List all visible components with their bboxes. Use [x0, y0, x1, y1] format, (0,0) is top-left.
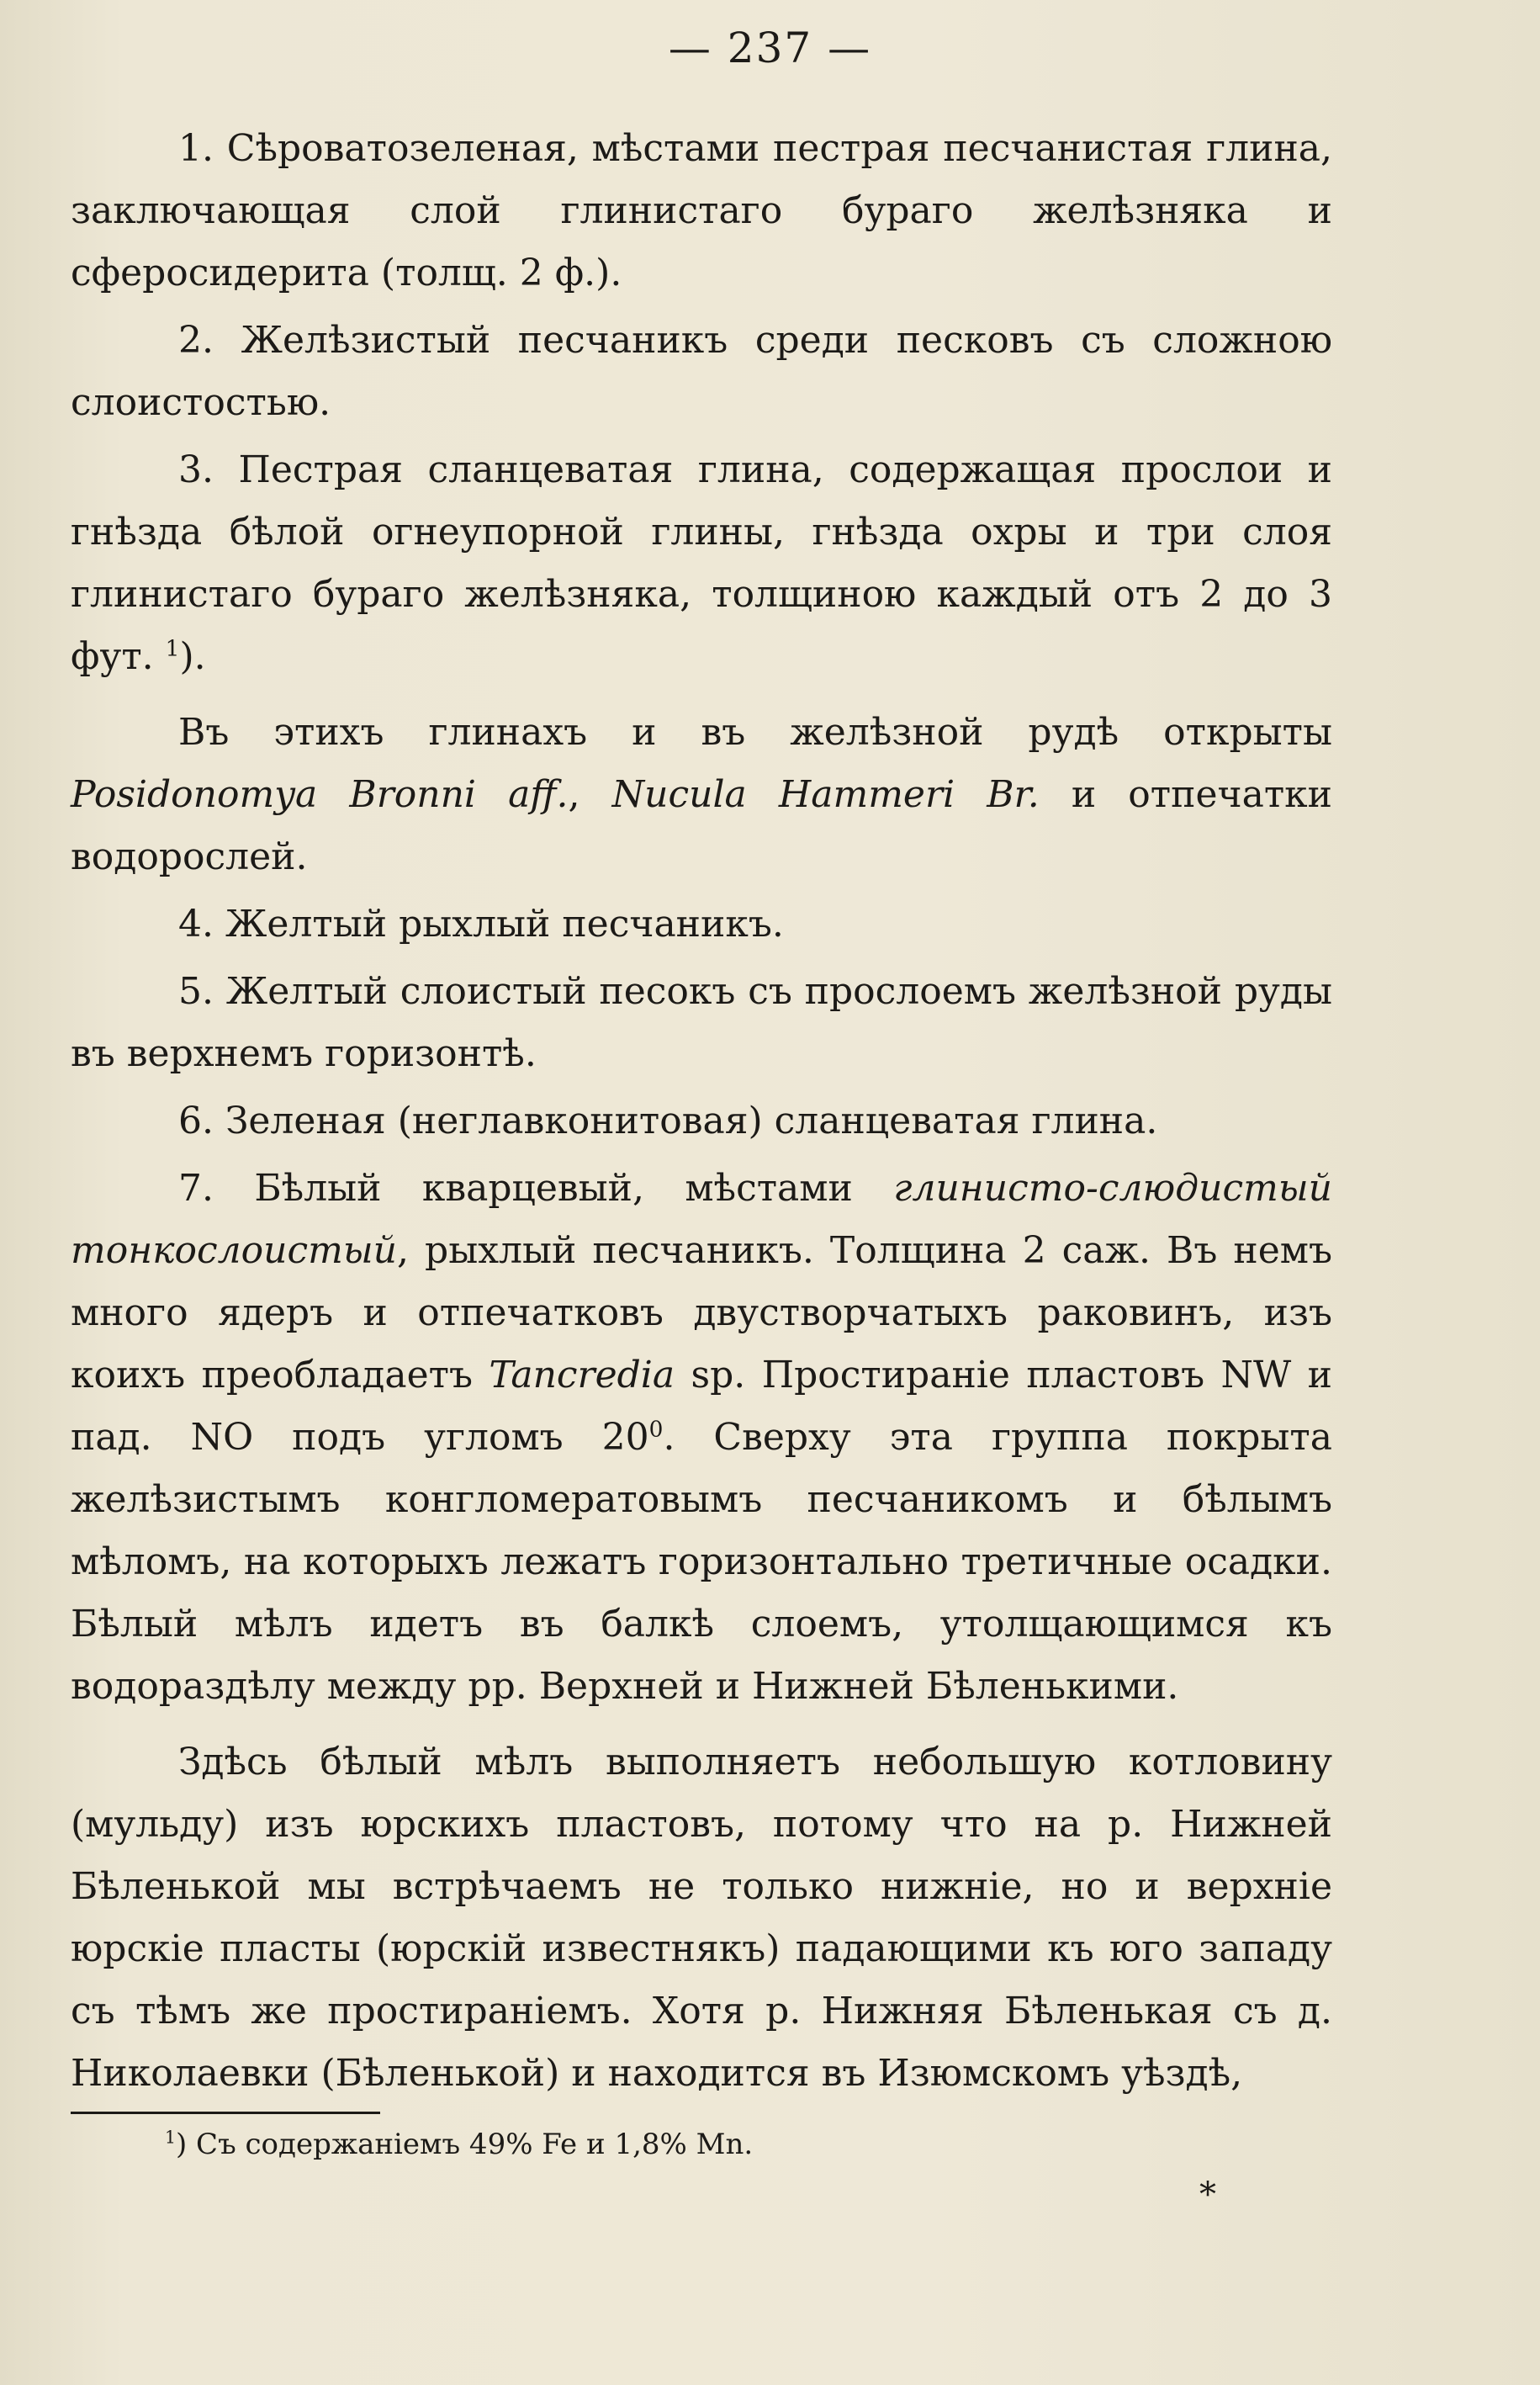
main-text: [71, 118, 1332, 2110]
footnote-marker: 1: [165, 2127, 176, 2148]
footnote-text: ) Съ содержаніемъ 49% Fe и 1,8% Mn.: [175, 2128, 754, 2161]
text-run: 6. Зеленая (неглавконитовая) сланцеватая глина.: [178, 1100, 1158, 1142]
footnote-divider: [71, 2112, 380, 2114]
text-run: 4. Желтый рыхлый песчаникъ.: [178, 903, 784, 946]
text-run: , рыхлый песчаникъ. Толщина 2 саж. Въ немъ много ядеръ и отпечатковъ двустворчатыхъ раковинъ, изъ коихъ преобладаетъ: [71, 1229, 1332, 1397]
text-run: Здѣсь бѣлый мѣлъ выполняетъ небольшую котловину (мульду) изъ юрскихъ пластовъ, потому что на р. Нижней Бѣленькой мы встрѣчаемъ не только нижніе, но и верхніе юрскіе пласты (юрскій известнякъ) падающими къ юго западу съ тѣмъ же простираніемъ. Хотя р. Нижняя Бѣленькая съ д. Николаевки (Бѣленькой) и находится въ Изюмскомъ уѣздѣ,: [71, 1741, 1332, 2095]
text-run: ,: [568, 773, 612, 816]
text-run: ).: [179, 635, 206, 678]
italic-text: Posidonomya Bronni aff.: [71, 773, 569, 816]
text-run: Въ этихъ глинахъ и въ желѣзной рудѣ открыты: [178, 711, 1332, 754]
superscript: 0: [648, 1416, 664, 1443]
paragraph-p9: [71, 1731, 1332, 2105]
paragraph-p4: [71, 702, 1332, 888]
text-run: 1. Сѣроватозеленая, мѣстами пестрая песчанистая глина, заключающая слой глинистаго бураго желѣзняка и сферосидерита (толщ. 2 ф.).: [71, 127, 1332, 294]
text-run: 3. Пестрая сланцеватая глина, содержащая прослои и гнѣзда бѣлой огнеупорной глины, гнѣзда охры и три слоя глинистаго бураго желѣзняка, толщиною каждый отъ 2 до 3 фут.: [71, 448, 1332, 678]
paragraph-p1: [71, 118, 1332, 305]
signature-mark: *: [1199, 2176, 1216, 2214]
paragraph-p2: [71, 310, 1332, 434]
paragraph-p3: [71, 439, 1332, 688]
text-run: . Сверху эта группа покрыта желѣзистымъ конгломератовымъ песчаникомъ и бѣлымъ мѣломъ, на которыхъ лежатъ горизонтально третичные осадки. Бѣлый мѣлъ идетъ въ балкѣ слоемъ, утолщающимся къ водораздѣлу между рр. Верхней и Нижней Бѣленькими.: [71, 1416, 1332, 1708]
italic-text: Tancredia: [489, 1354, 675, 1397]
paragraph-p5: [71, 893, 1332, 956]
text-run: 7. Бѣлый кварцевый, мѣстами: [178, 1167, 894, 1210]
page-number: — 237 —: [668, 24, 872, 72]
text-run: 2. Желѣзистый песчаникъ среди песковъ съ сложною слоистостью.: [71, 319, 1332, 424]
text-run: 5. Желтый слоистый песокъ съ прослоемъ желѣзной руды въ верхнемъ горизонтѣ.: [71, 970, 1332, 1075]
italic-text: Nucula Hammeri Br.: [611, 773, 1040, 816]
paragraph-p7: [71, 1090, 1332, 1153]
footnote: [165, 2123, 753, 2165]
paragraph-p6: [71, 961, 1332, 1085]
text-run: sp. Простираніе пластовъ NW и пад. NO подъ угломъ 20: [71, 1354, 1332, 1459]
text-run: и отпечатки водорослей.: [71, 773, 1332, 878]
paragraph-p8: [71, 1158, 1332, 1718]
italic-text: глинисто-слюдистый тонкослоистый: [71, 1167, 1332, 1272]
superscript: 1: [165, 635, 180, 662]
